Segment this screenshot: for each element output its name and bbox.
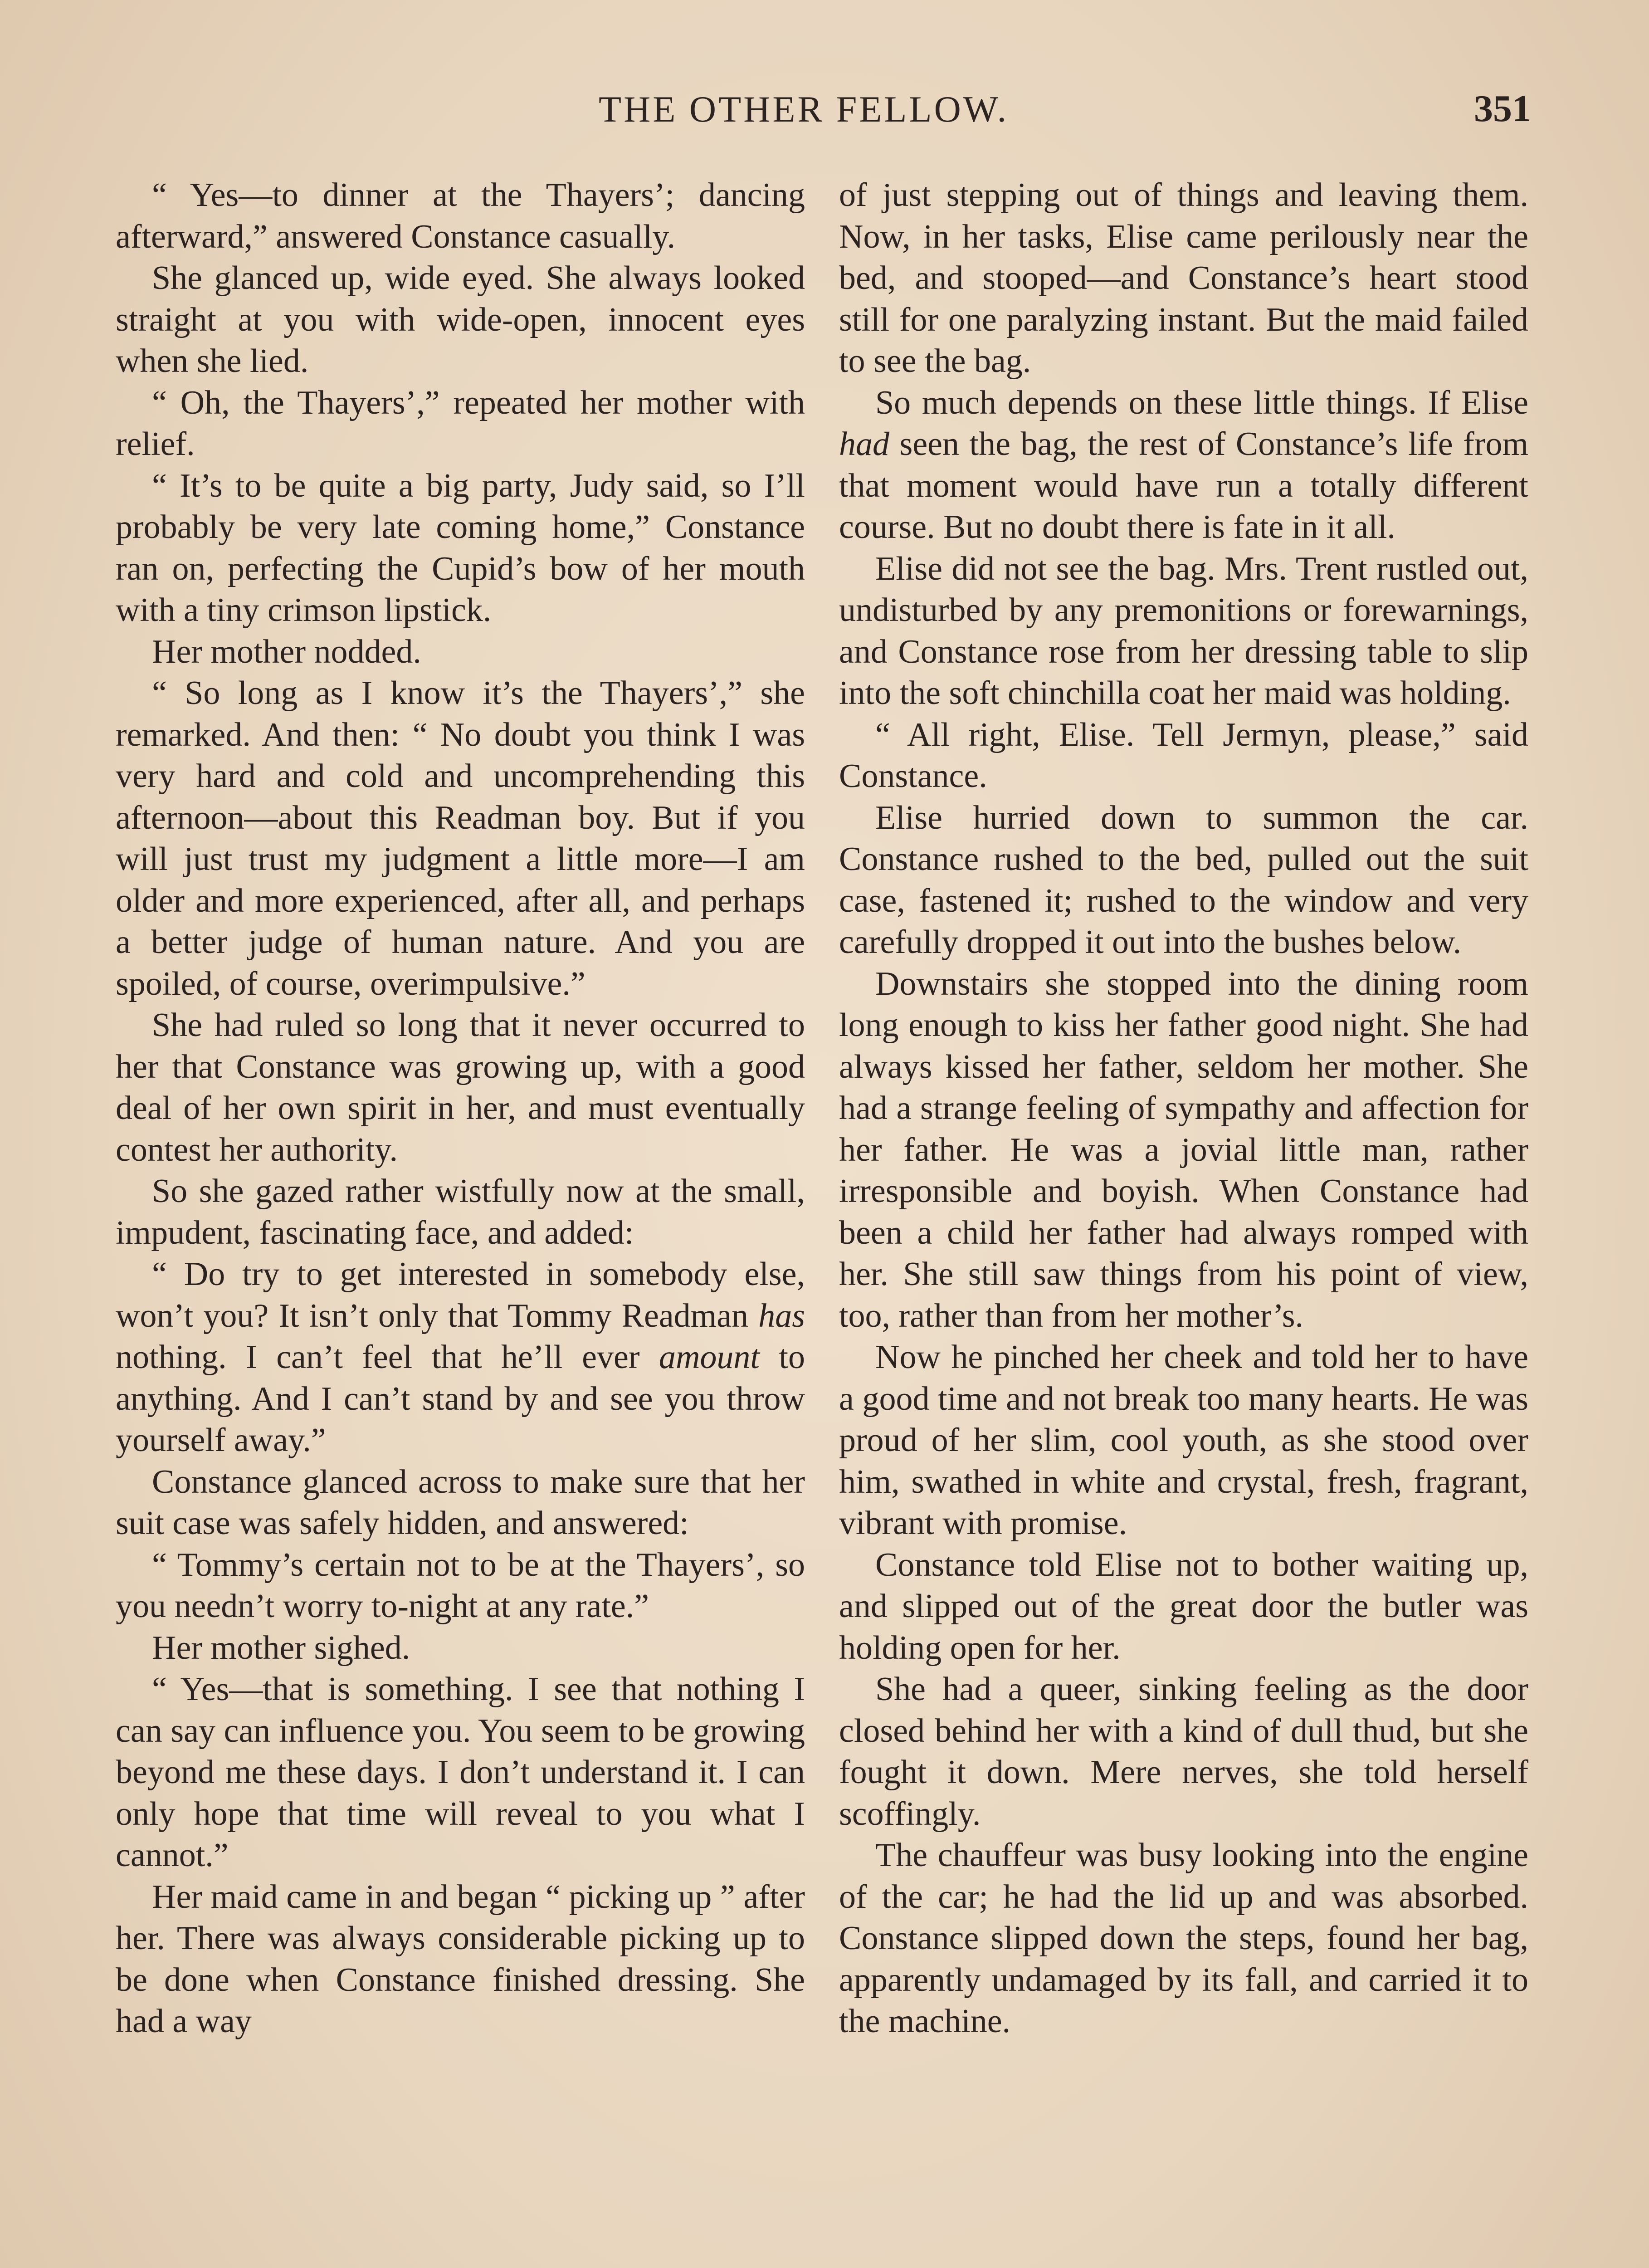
italic-text: amount	[659, 1339, 760, 1376]
paragraph	[116, 382, 805, 465]
italic-text: had	[839, 425, 889, 463]
text-run: Downstairs she stopped into the dining room long enough to kiss her father good night. She had always kissed her father, seldom her mother. She had a strange feeling of sympathy and affection for her father. He was a jovial little man, rather irresponsible and boyish. When Constance had been a child her father had always romped with her. She still saw things from his point of view, too, rather than from her mother’s.	[839, 965, 1528, 1334]
running-head: THE OTHER FELLOW.	[599, 88, 1009, 130]
text-run: “ Do try to get interested in somebody else, won’t you? It isn’t only that Tommy Readman	[116, 1256, 805, 1334]
text-run: “ Tommy’s certain not to be at the Thayers’, so you needn’t worry to-night at any rate.”	[116, 1546, 805, 1625]
paragraph	[116, 631, 805, 673]
paragraph	[839, 1835, 1528, 2043]
text-run: So much depends on these little things. If Elise	[875, 384, 1528, 421]
paragraph	[116, 175, 805, 258]
paragraph	[839, 1337, 1528, 1545]
text-run: “ Yes—that is something. I see that nothing I can say can influence you. You seem to be growing beyond me these days. I don’t understand it. I can only hope that time will reveal to you what I cannot.”	[116, 1671, 805, 1874]
paragraph	[839, 1545, 1528, 1669]
text-run: Elise hurried down to summon the car. Constance rushed to the bed, pulled out the suit case, fastened it; rushed to the window and very carefully dropped it out into the bushes below.	[839, 799, 1528, 961]
text-run: to anything. And I can’t stand by and see you throw yourself away.”	[116, 1339, 805, 1459]
text-run: She had a queer, sinking feeling as the door closed behind her with a kind of dull thud, but she fought it down. Mere nerves, she told herself scoffingly.	[839, 1671, 1528, 1833]
text-run: Constance told Elise not to bother waiting up, and slipped out of the great door the butler was holding open for her.	[839, 1546, 1528, 1667]
text-run: “ Oh, the Thayers’,” repeated her mother with relief.	[116, 384, 805, 463]
text-run: Now he pinched her cheek and told her to have a good time and not break too many hearts. He was proud of her slim, cool youth, as she stood over him, swathed in white and crystal, fresh, fragrant, vibrant with promise.	[839, 1339, 1528, 1542]
page-number: 351	[1474, 88, 1531, 130]
paragraph	[116, 1877, 805, 2043]
paragraph	[839, 548, 1528, 714]
text-run: “ Yes—to dinner at the Thayers’; dancing afterward,” answered Constance casually.	[116, 176, 805, 255]
text-run: So she gazed rather wistfully now at the small, impudent, fascinating face, and added:	[116, 1173, 805, 1251]
paragraph	[116, 1461, 805, 1545]
text-run: Her maid came in and began “ picking up ” after her. There was always considerable picking up to be done when Constance finished dressing. She had a way	[116, 1878, 805, 2040]
paragraph	[116, 673, 805, 1005]
paragraph	[839, 382, 1528, 548]
italic-text: has	[758, 1297, 805, 1334]
text-run: Her mother nodded.	[152, 633, 421, 670]
text-run: “ It’s to be quite a big party, Judy said, so I’ll probably be very late coming home,” Constance ran on, perfecting the Cupid’s bow of her mouth with a tiny crimson lipstick.	[116, 467, 805, 629]
text-run: seen the bag, the rest of Constance’s life from that moment would have run a totally different course. But no doubt there is fate in it all.	[839, 425, 1528, 546]
paragraph	[839, 963, 1528, 1337]
paragraph	[839, 797, 1528, 963]
paragraph	[116, 1171, 805, 1254]
paragraph	[839, 175, 1528, 382]
text-run: She had ruled so long that it never occurred to her that Constance was growing up, with a good deal of her own spirit in her, and must eventually contest her authority.	[116, 1007, 805, 1168]
text-run: The chauffeur was busy looking into the engine of the car; he had the lid up and was absorbed. Constance slipped down the steps, found her bag, apparently undamaged by its fall, and carried it to the machine.	[839, 1837, 1528, 2040]
paragraph	[116, 1628, 805, 1669]
paragraph	[839, 714, 1528, 797]
paragraph	[116, 1545, 805, 1628]
text-run: “ So long as I know it’s the Thayers’,” she remarked. And then: “ No doubt you think I was very hard and cold and uncomprehending this afternoon—about this Readman boy. But if you will just trust my judgment a little more—I am older and more experienced, after all, and perhaps a better judge of human nature. And you are spoiled, of course, overimpulsive.”	[116, 675, 805, 1002]
paragraph	[116, 1254, 805, 1461]
text-run: of just stepping out of things and leaving them. Now, in her tasks, Elise came perilously near the bed, and stooped—and Constance’s heart stood still for one paralyzing instant. But the maid failed to see the bag.	[839, 176, 1528, 380]
text-column-left	[116, 175, 805, 2043]
text-run: “ All right, Elise. Tell Jermyn, please,” said Constance.	[839, 716, 1528, 795]
text-run: Her mother sighed.	[152, 1629, 410, 1667]
text-run: nothing. I can’t feel that he’ll ever	[116, 1339, 659, 1376]
paragraph	[116, 1005, 805, 1171]
paragraph	[116, 465, 805, 631]
text-run: She glanced up, wide eyed. She always looked straight at you with wide-open, innocent eyes when she lied.	[116, 259, 805, 380]
paragraph	[116, 1669, 805, 1877]
text-run: Constance glanced across to make sure that her suit case was safely hidden, and answered:	[116, 1463, 805, 1542]
paragraph	[839, 1669, 1528, 1835]
text-column-right	[839, 175, 1528, 2043]
text-run: Elise did not see the bag. Mrs. Trent rustled out, undisturbed by any premonitions or forewarnings, and Constance rose from her dressing table to slip into the soft chinchilla coat her maid was holding.	[839, 550, 1528, 712]
paragraph	[116, 258, 805, 382]
